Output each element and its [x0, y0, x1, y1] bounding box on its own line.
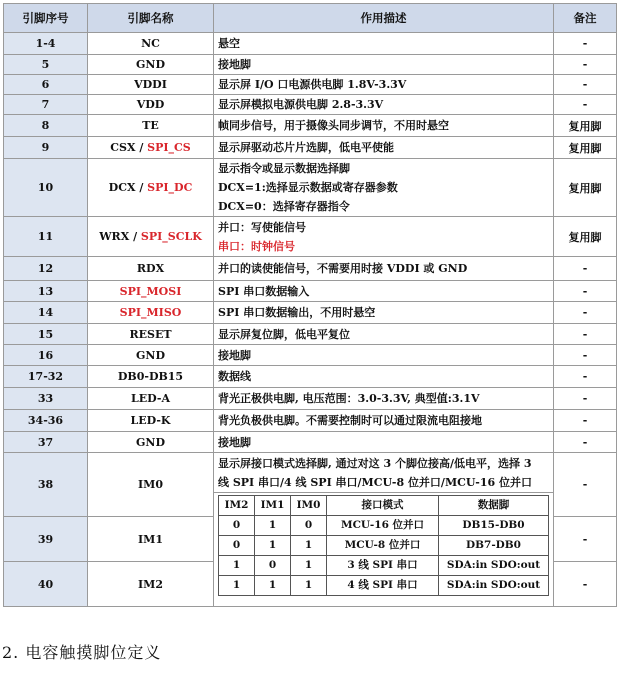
pin-name: IM2	[88, 562, 214, 607]
pin-name: IM1	[88, 517, 214, 562]
table-header	[4, 4, 617, 33]
pin-number: 7	[4, 95, 88, 115]
description-line-serial: 串口：时钟信号	[218, 239, 295, 253]
description-line: 显示指令或显示数据选择脚	[218, 162, 350, 175]
pin-name	[88, 281, 214, 302]
pin-description: 帧同步信号，用于摄像头同步调节，不用时悬空	[214, 115, 554, 137]
pin-name	[88, 137, 214, 159]
pin-number: 33	[4, 388, 88, 410]
mode-header-cell: IM0	[291, 496, 327, 516]
pin-number: 38	[4, 453, 88, 517]
pin-description: 接地脚	[214, 432, 554, 453]
pin-name	[88, 217, 214, 257]
mode-cell: DB7-DB0	[439, 536, 549, 556]
mode-cell: 1	[219, 576, 255, 596]
pin-number: 10	[4, 159, 88, 217]
description-line: DCX=1:选择显示数据或寄存器参数	[218, 181, 398, 194]
mode-cell: 1	[291, 556, 327, 576]
pin-name: DB0-DB15	[88, 366, 214, 388]
pin-number: 1-4	[4, 33, 88, 55]
pin-name: RDX	[88, 257, 214, 281]
pin-note: -	[554, 281, 617, 302]
pin-description: 并口的读使能信号，不需要用时接 VDDI 或 GND	[214, 257, 554, 281]
pin-name: VDD	[88, 95, 214, 115]
mode-cell: MCU-16 位并口	[327, 516, 439, 536]
mode-cell: 0	[255, 556, 291, 576]
pin-name: NC	[88, 33, 214, 55]
mode-cell: SDA:in SDO:out	[439, 556, 549, 576]
mode-table-row	[219, 556, 549, 576]
pin-number: 40	[4, 562, 88, 607]
table-row	[4, 257, 617, 281]
mode-cell: 0	[291, 516, 327, 536]
pin-number: 17-32	[4, 366, 88, 388]
pin-name: LED-K	[88, 410, 214, 432]
pin-note: -	[554, 453, 617, 517]
mode-cell: 1	[255, 576, 291, 596]
header-note: 备注	[554, 4, 617, 33]
pin-name-spi: SPI_DC	[147, 181, 193, 194]
pin-note: -	[554, 388, 617, 410]
pin-name-spi: SPI_MISO	[119, 306, 182, 319]
pin-description: 显示屏驱动芯片片选脚，低电平使能	[214, 137, 554, 159]
pin-number: 15	[4, 324, 88, 345]
table-row	[4, 159, 617, 217]
pin-description	[214, 453, 554, 493]
table-row	[4, 432, 617, 453]
pin-name-spi: SPI_MOSI	[119, 284, 182, 298]
pin-number: 13	[4, 281, 88, 302]
table-row	[4, 217, 617, 257]
pin-number: 39	[4, 517, 88, 562]
pin-name: GND	[88, 55, 214, 75]
header-pin-name: 引脚名称	[88, 4, 214, 33]
table-row	[4, 453, 617, 493]
pin-note: -	[554, 95, 617, 115]
pin-number: 8	[4, 115, 88, 137]
table-row	[4, 95, 617, 115]
table-row	[4, 137, 617, 159]
pin-name	[88, 302, 214, 324]
description-line: DCX=0：选择寄存器指令	[218, 200, 350, 213]
pin-name-main: WRX /	[99, 230, 141, 243]
table-row	[4, 33, 617, 55]
pin-name-main: DCX /	[108, 181, 148, 194]
pin-description: 悬空	[214, 33, 554, 55]
pin-note: -	[554, 75, 617, 95]
table-row	[4, 366, 617, 388]
interface-mode-table	[218, 495, 549, 596]
pin-name-spi: SPI_SCLK	[140, 230, 202, 243]
mode-table-cell	[214, 493, 554, 607]
pin-name: VDDI	[88, 75, 214, 95]
pin-description: SPI 串口数据输出，不用时悬空	[214, 302, 554, 324]
pin-description: 显示屏 I/O 口电源供电脚 1.8V-3.3V	[214, 75, 554, 95]
pin-number: 34-36	[4, 410, 88, 432]
section-caption: 2. 电容触摸脚位定义	[2, 643, 162, 662]
mode-cell: 1	[255, 516, 291, 536]
mode-cell: 1	[255, 536, 291, 556]
pin-description: 显示屏复位脚，低电平复位	[214, 324, 554, 345]
pin-description	[214, 159, 554, 217]
pin-name-spi: SPI_CS	[147, 141, 191, 154]
table-row	[4, 115, 617, 137]
description-line: 线 SPI 串口/4 线 SPI 串口/MCU-8 位并口/MCU-16 位并口	[218, 475, 532, 489]
table-row	[4, 281, 617, 302]
mode-header-cell: 数据脚	[439, 496, 549, 516]
pin-name: LED-A	[88, 388, 214, 410]
table-row	[4, 55, 617, 75]
pin-number: 11	[4, 217, 88, 257]
pin-name: RESET	[88, 324, 214, 345]
mode-header-cell: 接口模式	[327, 496, 439, 516]
pin-description: SPI 串口数据输入	[214, 281, 554, 302]
mode-table-header	[219, 496, 549, 516]
pin-note: 复用脚	[554, 137, 617, 159]
table-row	[4, 388, 617, 410]
pin-name: IM0	[88, 453, 214, 517]
pin-description: 显示屏模拟电源供电脚 2.8-3.3V	[214, 95, 554, 115]
pin-note: -	[554, 562, 617, 607]
pin-description: 接地脚	[214, 345, 554, 366]
header-pin-number: 引脚序号	[4, 4, 88, 33]
mode-header-cell: IM2	[219, 496, 255, 516]
pin-description: 背光负极供电脚。不需要控制时可以通过限流电阻接地	[214, 410, 554, 432]
description-line: 并口：写使能信号	[218, 220, 306, 234]
pin-description: 背光正极供电脚, 电压范围：3.0-3.3V, 典型值:3.1V	[214, 388, 554, 410]
table-row	[4, 345, 617, 366]
mode-cell: 0	[219, 536, 255, 556]
mode-table-row	[219, 576, 549, 596]
pin-number: 16	[4, 345, 88, 366]
pin-note: -	[554, 33, 617, 55]
pin-note: 复用脚	[554, 115, 617, 137]
pin-number: 5	[4, 55, 88, 75]
pin-note: -	[554, 410, 617, 432]
pin-note: -	[554, 55, 617, 75]
header-description: 作用描述	[214, 4, 554, 33]
pin-name: GND	[88, 432, 214, 453]
mode-cell: 3 线 SPI 串口	[327, 556, 439, 576]
mode-cell: 1	[219, 556, 255, 576]
mode-cell: MCU-8 位并口	[327, 536, 439, 556]
pin-note: 复用脚	[554, 159, 617, 217]
mode-cell: 1	[291, 576, 327, 596]
mode-table-row	[219, 536, 549, 556]
pin-note: -	[554, 432, 617, 453]
table-row	[4, 75, 617, 95]
pin-number: 12	[4, 257, 88, 281]
pin-note: -	[554, 302, 617, 324]
pin-name	[88, 159, 214, 217]
pin-name: GND	[88, 345, 214, 366]
mode-cell: 0	[219, 516, 255, 536]
pin-number: 6	[4, 75, 88, 95]
mode-cell: SDA:in SDO:out	[439, 576, 549, 596]
description-line: 显示屏接口模式选择脚, 通过对这 3 个脚位接高/低电平，选择 3	[218, 456, 532, 470]
pin-note: -	[554, 517, 617, 562]
table-row	[4, 324, 617, 345]
pin-name-main: CSX /	[110, 141, 148, 154]
mode-table-row	[219, 516, 549, 536]
pin-note: -	[554, 366, 617, 388]
pin-note: -	[554, 257, 617, 281]
table-row	[4, 410, 617, 432]
mode-header-cell: IM1	[255, 496, 291, 516]
pin-note: -	[554, 345, 617, 366]
mode-cell: 4 线 SPI 串口	[327, 576, 439, 596]
pin-note: 复用脚	[554, 217, 617, 257]
pin-number: 14	[4, 302, 88, 324]
pin-number: 9	[4, 137, 88, 159]
table-row	[4, 302, 617, 324]
pin-description: 接地脚	[214, 55, 554, 75]
pin-description: 数据线	[214, 366, 554, 388]
pin-definition-table	[3, 3, 617, 607]
pin-name: TE	[88, 115, 214, 137]
pin-note: -	[554, 324, 617, 345]
mode-cell: 1	[291, 536, 327, 556]
pin-number: 37	[4, 432, 88, 453]
pin-description	[214, 217, 554, 257]
mode-cell: DB15-DB0	[439, 516, 549, 536]
